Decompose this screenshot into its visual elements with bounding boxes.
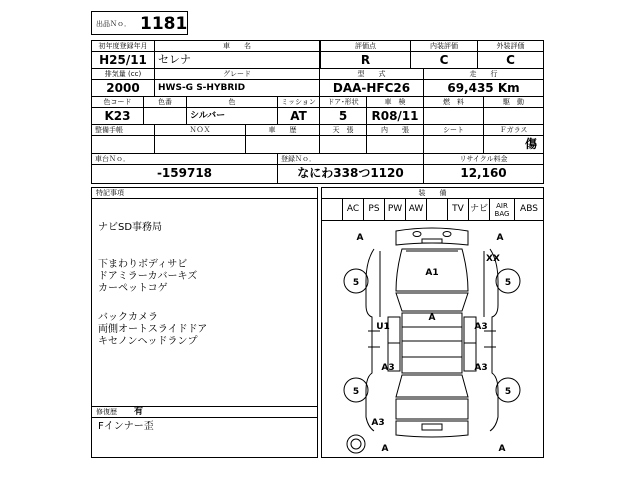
exterior-header: 外装評価 [496, 42, 525, 50]
remark-line: カーペットコゲ [98, 283, 168, 294]
remark-line: キセノンヘッドランプ [98, 336, 198, 347]
fglass-header: Ｆガラス [499, 126, 528, 134]
model-value: DAA-HFC26 [332, 81, 411, 95]
color-header: 色 [228, 98, 236, 106]
vehicle-info-grid [91, 40, 544, 184]
damage-mark: A [496, 233, 504, 243]
reg-no-header: 登録Ｎｏ． [281, 155, 316, 163]
score-value: R [360, 53, 371, 67]
transmission-value: AT [290, 109, 307, 123]
grade-header: グレード [223, 70, 251, 78]
damage-mark: A3 [474, 322, 488, 332]
name-header: 車 名 [223, 42, 251, 50]
lot-number-box [91, 11, 188, 35]
repair-label: 修復歴 [96, 408, 117, 416]
lot-number: 1181 [140, 14, 188, 34]
seat-header: シート [443, 126, 464, 134]
tire-rl-mark: 5 [352, 387, 360, 397]
chassis-no-header: 車台Ｎｏ． [95, 155, 130, 163]
damage-mark: A3 [474, 363, 488, 373]
color-code-value: K23 [104, 109, 131, 123]
color-no-header: 色番 [158, 98, 172, 106]
drive-header: 駆 動 [503, 98, 524, 106]
remarks-header: 特記事項 [92, 188, 317, 199]
interior-header: 内装評価 [430, 42, 458, 50]
equip-blank [426, 199, 447, 220]
mileage-header: 走 行 [469, 70, 498, 78]
recycle-header: リサイクル料金 [459, 155, 508, 163]
transmission-header: ミッション [281, 98, 316, 106]
repair-value: 有 [134, 407, 144, 417]
equip-airbag: AIR BAG [489, 199, 514, 220]
equip-aw: AW [405, 199, 426, 220]
fglass-value: 傷 [524, 137, 537, 151]
remark-line: 下まわりボディサビ [98, 259, 188, 270]
inspection-header: 車 検 [384, 98, 406, 106]
history-header: 車 歴 [268, 126, 297, 134]
doors-header: ドア･形状 [327, 98, 359, 106]
damage-mark: A3 [371, 418, 385, 428]
vehicle-damage-diagram [322, 221, 543, 457]
repair-history-row [92, 406, 317, 418]
grade-value: HWS-G S-HYBRID [158, 83, 246, 93]
lot-label: 出品Ｎｏ． [96, 20, 131, 28]
color-value: シルバー [190, 111, 226, 121]
maintenance-header: 整備手帳 [95, 126, 123, 134]
damage-mark: A [428, 313, 436, 323]
damage-mark: XX [486, 254, 500, 264]
color-code-header: 色コード [103, 98, 132, 106]
equip-tv: TV [447, 199, 468, 220]
repair-note: Fインナー歪 [98, 421, 154, 432]
displacement-value: 2000 [106, 81, 140, 95]
equipment-panel [321, 187, 544, 458]
equip-abs: ABS [514, 199, 543, 220]
damage-mark: A [498, 444, 506, 454]
remarks-panel [91, 187, 318, 458]
name-value: セレナ [158, 53, 191, 66]
equipment-header: 装 備 [322, 188, 543, 199]
remark-line: バックカメラ [98, 312, 158, 323]
tire-fr-mark: 5 [504, 278, 512, 288]
reg-no-value: なにわ338つ1120 [297, 166, 404, 180]
model-header: 型 式 [357, 70, 386, 78]
equip-navi: ナビ [468, 199, 489, 220]
remark-line: 両側オートスライドドア [98, 324, 208, 335]
doors-value: 5 [338, 109, 348, 123]
equip-ps: PS [363, 199, 384, 220]
interior-value: C [439, 53, 449, 67]
mileage-value: 69,435 Km [447, 81, 520, 95]
damage-mark: U1 [376, 322, 390, 332]
equip-ac: AC [342, 199, 363, 220]
tire-rr-mark: 5 [504, 387, 512, 397]
damage-mark: A [381, 444, 389, 454]
tire-fl-mark: 5 [352, 278, 360, 288]
nox-header: ＮＯＸ [189, 126, 211, 134]
damage-mark: A1 [425, 268, 439, 278]
year-value: H25/11 [99, 53, 147, 67]
interior-trim-header: 内 張 [381, 126, 409, 134]
year-header: 初年度登録年月 [98, 42, 148, 50]
damage-mark: A3 [381, 363, 395, 373]
chassis-no-value: -159718 [156, 166, 213, 180]
fuel-header: 燃 料 [443, 98, 464, 106]
roof-header: 天 張 [332, 126, 354, 134]
damage-mark: A [356, 233, 364, 243]
remark-line: ドアミラーカバーキズ [98, 271, 198, 282]
equip-pw: PW [384, 199, 405, 220]
inspection-value: R08/11 [371, 109, 419, 123]
displacement-header: 排気量 (cc) [104, 70, 142, 78]
exterior-value: C [506, 53, 515, 67]
equipment-row [322, 199, 543, 221]
remark-line: ナビSD事務局 [98, 222, 163, 233]
recycle-value: 12,160 [460, 166, 507, 180]
score-header: 評価点 [355, 42, 376, 50]
